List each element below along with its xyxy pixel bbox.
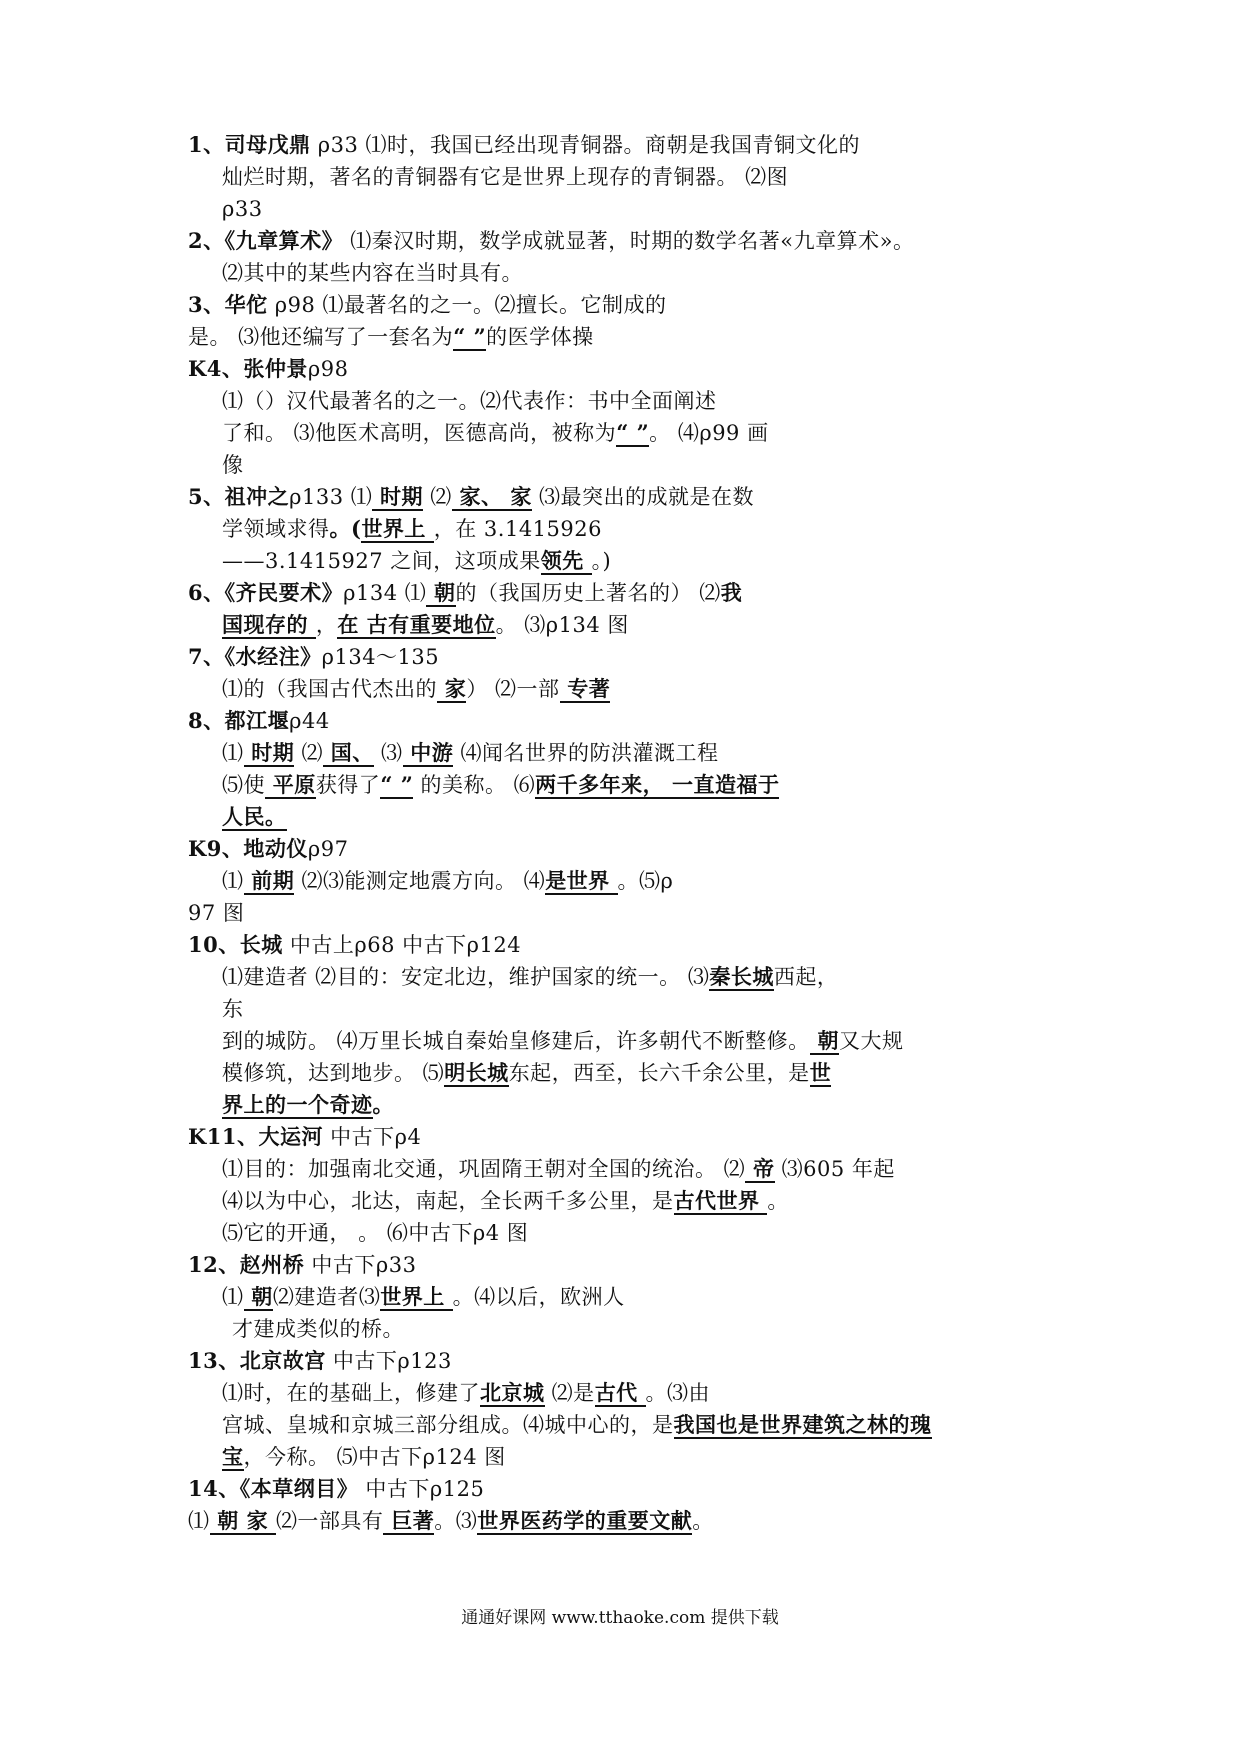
line-text: ，全长两千多公里，是 — [458, 1189, 674, 1213]
item-heading: 10、长城 — [188, 932, 283, 957]
worksheet-line — [222, 866, 1240, 899]
line-text: ρ97 — [307, 837, 349, 861]
line-text: 时，我国已经出现青铜器。商朝是我国青铜文化的 — [387, 133, 861, 157]
underlined-text: 人民。 — [222, 804, 287, 829]
line-text: 为中心，北达 — [265, 1189, 394, 1213]
line-text: ⑵ — [294, 741, 323, 765]
worksheet-line — [222, 418, 1240, 451]
line-text: 。 ⑶ρ134 图 — [495, 613, 629, 637]
line-text: ⑵ — [294, 869, 323, 893]
line-text: 。 — [767, 1189, 789, 1213]
line-text: ⑶ — [358, 1285, 381, 1309]
item-heading: 1、司母戊鼎 — [188, 132, 311, 157]
item-heading: K11、大运河 — [188, 1124, 323, 1149]
worksheet-line — [222, 162, 1240, 195]
line-text: ⑵其中的某些内容在当时具有 — [222, 261, 502, 285]
line-text: ⑸使 — [222, 773, 265, 797]
line-text: 。 — [692, 1509, 714, 1533]
worksheet-line — [222, 1026, 1240, 1059]
line-text: ，南起 — [394, 1189, 459, 1213]
item-heading: K4、张仲景 — [188, 356, 308, 381]
worksheet-line — [222, 1218, 1240, 1251]
line-text: 获得了 — [315, 773, 381, 797]
line-text: 。 ⑶他医术高明，医德高尚，被称为 — [265, 421, 617, 445]
item-heading: 12、赵州桥 — [188, 1252, 305, 1277]
line-text: 。 ⑶他还编写了一套名为 — [209, 325, 454, 349]
underlined-text: 巨著 — [383, 1508, 435, 1533]
line-text: ⑶ — [373, 741, 403, 765]
worksheet-line — [188, 1474, 1240, 1504]
line-text: 才建成类似的桥。 — [232, 1317, 404, 1341]
line-text: ρ133 ⑴ — [289, 485, 373, 509]
line-text: ⑵一部具有 — [275, 1509, 384, 1533]
underlined-text: 时期 — [243, 740, 295, 765]
line-text: 的 — [455, 581, 478, 605]
worksheet-line — [222, 450, 1240, 480]
worksheet-line — [188, 130, 1240, 163]
line-text: 东 — [222, 997, 244, 1021]
underlined-text: 古代世界 — [673, 1188, 768, 1213]
worksheet-line — [222, 738, 1240, 771]
underlined-text: 世界上 — [380, 1284, 453, 1309]
underlined-text: 帝 — [745, 1156, 775, 1181]
item-heading: 2、《九章算术》 — [188, 228, 344, 253]
worksheet-line — [188, 898, 1240, 928]
line-text: 之一。⑵代表作： — [415, 389, 588, 413]
line-text: 。⑸ρ — [617, 869, 674, 893]
underlined-text: 秦长城 — [709, 964, 774, 989]
worksheet-line — [188, 482, 1240, 512]
underlined-text: 国、 — [323, 740, 374, 765]
worksheet-line — [188, 578, 1240, 611]
worksheet-line — [222, 386, 1240, 419]
worksheet-line — [222, 674, 1240, 707]
line-text: 97 图 — [188, 901, 245, 925]
line-text: ρ98 — [307, 357, 349, 381]
line-text: 学领域求得 — [222, 517, 330, 541]
worksheet-line — [222, 1410, 1240, 1443]
line-text: ⑴（ — [222, 389, 265, 413]
item-heading: 5、祖冲之 — [188, 484, 290, 509]
line-text: 的 — [243, 677, 265, 701]
underlined-text: 世界上 — [361, 516, 434, 541]
item-heading: 6、《齐民要术》 — [188, 580, 344, 605]
worksheet-line — [188, 1250, 1240, 1280]
underlined-text: 家、 家 — [451, 484, 532, 509]
line-text: 中古下ρ4 — [322, 1125, 422, 1149]
line-text: 东起 — [508, 1061, 552, 1085]
worksheet-line — [222, 1058, 1240, 1091]
line-text: 。⑶ — [434, 1509, 478, 1533]
line-text: ρ33 ⑴ — [310, 133, 388, 157]
line-text: 最著名的 — [344, 293, 431, 317]
item-heading: K9、地动仪 — [188, 836, 308, 861]
line-text: ⑴ — [222, 1381, 244, 1405]
worksheet-line — [222, 1154, 1240, 1184]
line-text: ⑴建造者 — [222, 965, 308, 989]
item-heading: 。 — [372, 1092, 394, 1117]
line-text: 的基础上，修建了 — [308, 1381, 480, 1405]
line-text: ⑸它的开通， — [222, 1221, 351, 1245]
worksheet-line — [188, 354, 1240, 384]
line-text: ，长六千余公里，是 — [616, 1061, 810, 1085]
line-text: ，西至 — [551, 1061, 617, 1085]
line-text: ，今称 — [243, 1445, 308, 1469]
item-heading: 我 — [720, 580, 743, 605]
line-text: 。 ⑸中古下ρ124 图 — [308, 1445, 506, 1469]
underlined-text: 朝 — [809, 1028, 839, 1053]
underlined-text: 朝 家 — [209, 1508, 276, 1533]
item-heading: 3、华佗 — [188, 292, 268, 317]
line-text: 的医学体操 — [486, 325, 594, 349]
line-text: 书中全面阐述 — [587, 389, 717, 413]
worksheet-line — [222, 802, 1240, 832]
line-text: ，是 — [630, 1413, 674, 1437]
item-heading: 13、北京故宫 — [188, 1348, 326, 1373]
worksheet-line — [222, 770, 1240, 800]
line-text: ⑴ — [222, 677, 244, 701]
line-text: 时期的数学名著«九章算术»。 — [629, 229, 915, 253]
line-text: 了 — [222, 421, 244, 445]
worksheet-line — [188, 642, 1240, 672]
line-text: ⑴ — [188, 1509, 210, 1533]
line-text: ⑷闻名世界的防洪灌溉工程 — [453, 741, 719, 765]
worksheet-line — [222, 1090, 1240, 1120]
line-text: 和 — [243, 421, 265, 445]
line-text: （我国古代杰出的 — [265, 677, 437, 701]
underlined-text: 界上的一个奇迹 — [222, 1092, 373, 1117]
line-text: 中古下ρ125 — [358, 1477, 485, 1501]
underlined-text: 国现存的 — [222, 612, 316, 637]
underlined-text: “ ” — [453, 324, 487, 349]
line-text: 又大规 — [839, 1029, 904, 1053]
line-text: ） ⑵一部 — [466, 677, 560, 701]
line-text: ， — [315, 613, 338, 637]
line-text: 它是世界上现存 — [480, 165, 631, 189]
line-text: ⑶能测定地震方向。 ⑷ — [323, 869, 546, 893]
line-text: 地步。 ⑸ — [351, 1061, 445, 1085]
underlined-text: 朝 — [243, 1284, 273, 1309]
underlined-text: 平原 — [265, 772, 316, 797]
underlined-text: 时期 — [372, 484, 424, 509]
line-text: 的城防。 ⑷万里长城自秦始皇修建后，许多朝代不断整修。 — [243, 1029, 810, 1053]
underlined-text: 是世界 — [545, 868, 618, 893]
worksheet-line — [222, 258, 1240, 291]
line-text: 时，在 — [243, 1381, 308, 1405]
worksheet-line — [222, 994, 1240, 1024]
worksheet-line — [188, 1506, 1240, 1536]
worksheet-line — [188, 226, 1240, 259]
line-text: 。⑷ — [452, 1285, 496, 1309]
line-text: ⑵建造者 — [272, 1285, 359, 1309]
worksheet-line — [222, 1282, 1240, 1315]
worksheet-line — [222, 194, 1240, 224]
line-text: 。 ⑹中古下ρ4 图 — [351, 1221, 529, 1245]
worksheet-line — [222, 962, 1240, 995]
line-text: 西起 — [773, 965, 817, 989]
line-text: 灿烂时期，著名的青铜器有 — [222, 165, 480, 189]
item-heading: 14、《本草纲目》 — [188, 1476, 359, 1501]
worksheet-line — [222, 546, 1240, 576]
line-text: ）汉代最著名的 — [265, 389, 416, 413]
worksheet-line — [222, 1442, 1240, 1475]
footer-credit: 通通好课网 www.tthaoke.com 提供下载 — [461, 1608, 779, 1628]
item-heading: 8、都江堰 — [188, 708, 290, 733]
underlined-text: 领先 — [540, 548, 592, 573]
line-text: ） ⑵ — [670, 581, 721, 605]
line-text: 中古上ρ68 中古下ρ124 — [282, 933, 522, 957]
line-text: （我国历史上著名的 — [477, 581, 671, 605]
item-heading: 7、《水经注》 — [188, 644, 322, 669]
underlined-text: 我国也是世界建筑之林的瑰 — [673, 1412, 932, 1437]
underlined-text: 古代 — [594, 1380, 646, 1405]
underlined-text: 专著 — [559, 676, 611, 701]
line-text: ⑵目的：安定北边，维护国家的统一。 ⑶ — [308, 965, 710, 989]
underlined-text: 宝 — [222, 1444, 244, 1469]
worksheet-line — [188, 322, 1240, 355]
worksheet-line — [188, 930, 1240, 960]
line-text: ⑶605 年起 — [774, 1157, 895, 1181]
underlined-text: 家 — [437, 676, 467, 701]
line-text: 。它制成的 — [559, 293, 667, 317]
line-text: 。 ⑷ρ99 画 — [649, 421, 769, 445]
worksheet-line — [222, 514, 1240, 547]
underlined-text: 在 古有重要地位 — [337, 612, 496, 637]
underlined-text: 前期 — [243, 868, 295, 893]
line-text: ⑵ — [423, 485, 452, 509]
line-text: ⑴ — [222, 1285, 244, 1309]
line-text: ⑴ — [222, 741, 244, 765]
underlined-text: 中游 — [402, 740, 454, 765]
line-text: 的美称。 ⑹ — [413, 773, 536, 797]
line-text: ρ98 ⑴ — [267, 293, 345, 317]
line-text: ρ44 — [289, 709, 330, 733]
underlined-text: 明长城 — [444, 1060, 509, 1085]
underlined-text: 世界医药学的重要文献 — [477, 1508, 693, 1533]
line-text: 。 — [501, 261, 523, 285]
worksheet-line — [232, 1314, 1240, 1344]
underlined-text: 朝 — [426, 580, 456, 605]
underlined-text: 世 — [809, 1060, 832, 1085]
line-text: 。) — [591, 549, 612, 573]
line-text: 像 — [222, 453, 244, 477]
line-text: ⑶最突出的成就是在数 — [531, 485, 755, 509]
line-text: ρ134～135 — [321, 645, 440, 669]
line-text: ⑵是 — [544, 1381, 595, 1405]
line-text: 以后，欧洲人 — [495, 1285, 625, 1309]
line-text: ⑷以 — [222, 1189, 265, 1213]
line-text: ρ134 ⑴ — [343, 581, 427, 605]
worksheet-line — [188, 706, 1240, 736]
line-text: ⑴目的：加强南北交通，巩固隋王朝对全国的统治。 ⑵ — [222, 1157, 746, 1181]
worksheet-line — [188, 1122, 1240, 1152]
line-text: 模修筑，达到 — [222, 1061, 351, 1085]
line-text: ⑴ — [222, 869, 244, 893]
line-text: ——3.1415927 之间，这项成果 — [222, 549, 541, 573]
worksheet-line — [222, 610, 1240, 640]
worksheet-line — [222, 1186, 1240, 1219]
underlined-text: “ ” — [380, 772, 414, 797]
line-text: 是 — [188, 325, 210, 349]
item-heading: 。( — [329, 516, 362, 541]
line-text: 。⑶由 — [645, 1381, 710, 1405]
line-text: ρ33 — [222, 197, 263, 221]
line-text: 到 — [222, 1029, 244, 1053]
line-text: ⑴秦汉时期，数学成就显著， — [343, 229, 630, 253]
underlined-text: 两千多年来， 一直造福于 — [535, 772, 780, 797]
worksheet-line — [188, 1346, 1240, 1376]
line-text: ，在 3.1415926 — [433, 517, 602, 541]
line-text: ， — [816, 965, 839, 989]
line-text: 的青铜器。 ⑵图 — [630, 165, 789, 189]
underlined-text: 北京城 — [480, 1380, 545, 1405]
line-text: 之一。⑵擅长 — [430, 293, 560, 317]
line-text: 中古下ρ33 — [304, 1253, 417, 1277]
line-text: 宫城、皇城和京城三部分组成。⑷城中心的 — [222, 1413, 631, 1437]
worksheet-line — [188, 290, 1240, 323]
worksheet-line — [222, 1378, 1240, 1411]
line-text: 中古下ρ123 — [325, 1349, 452, 1373]
worksheet-line — [188, 834, 1240, 864]
underlined-text: “ ” — [616, 420, 650, 445]
